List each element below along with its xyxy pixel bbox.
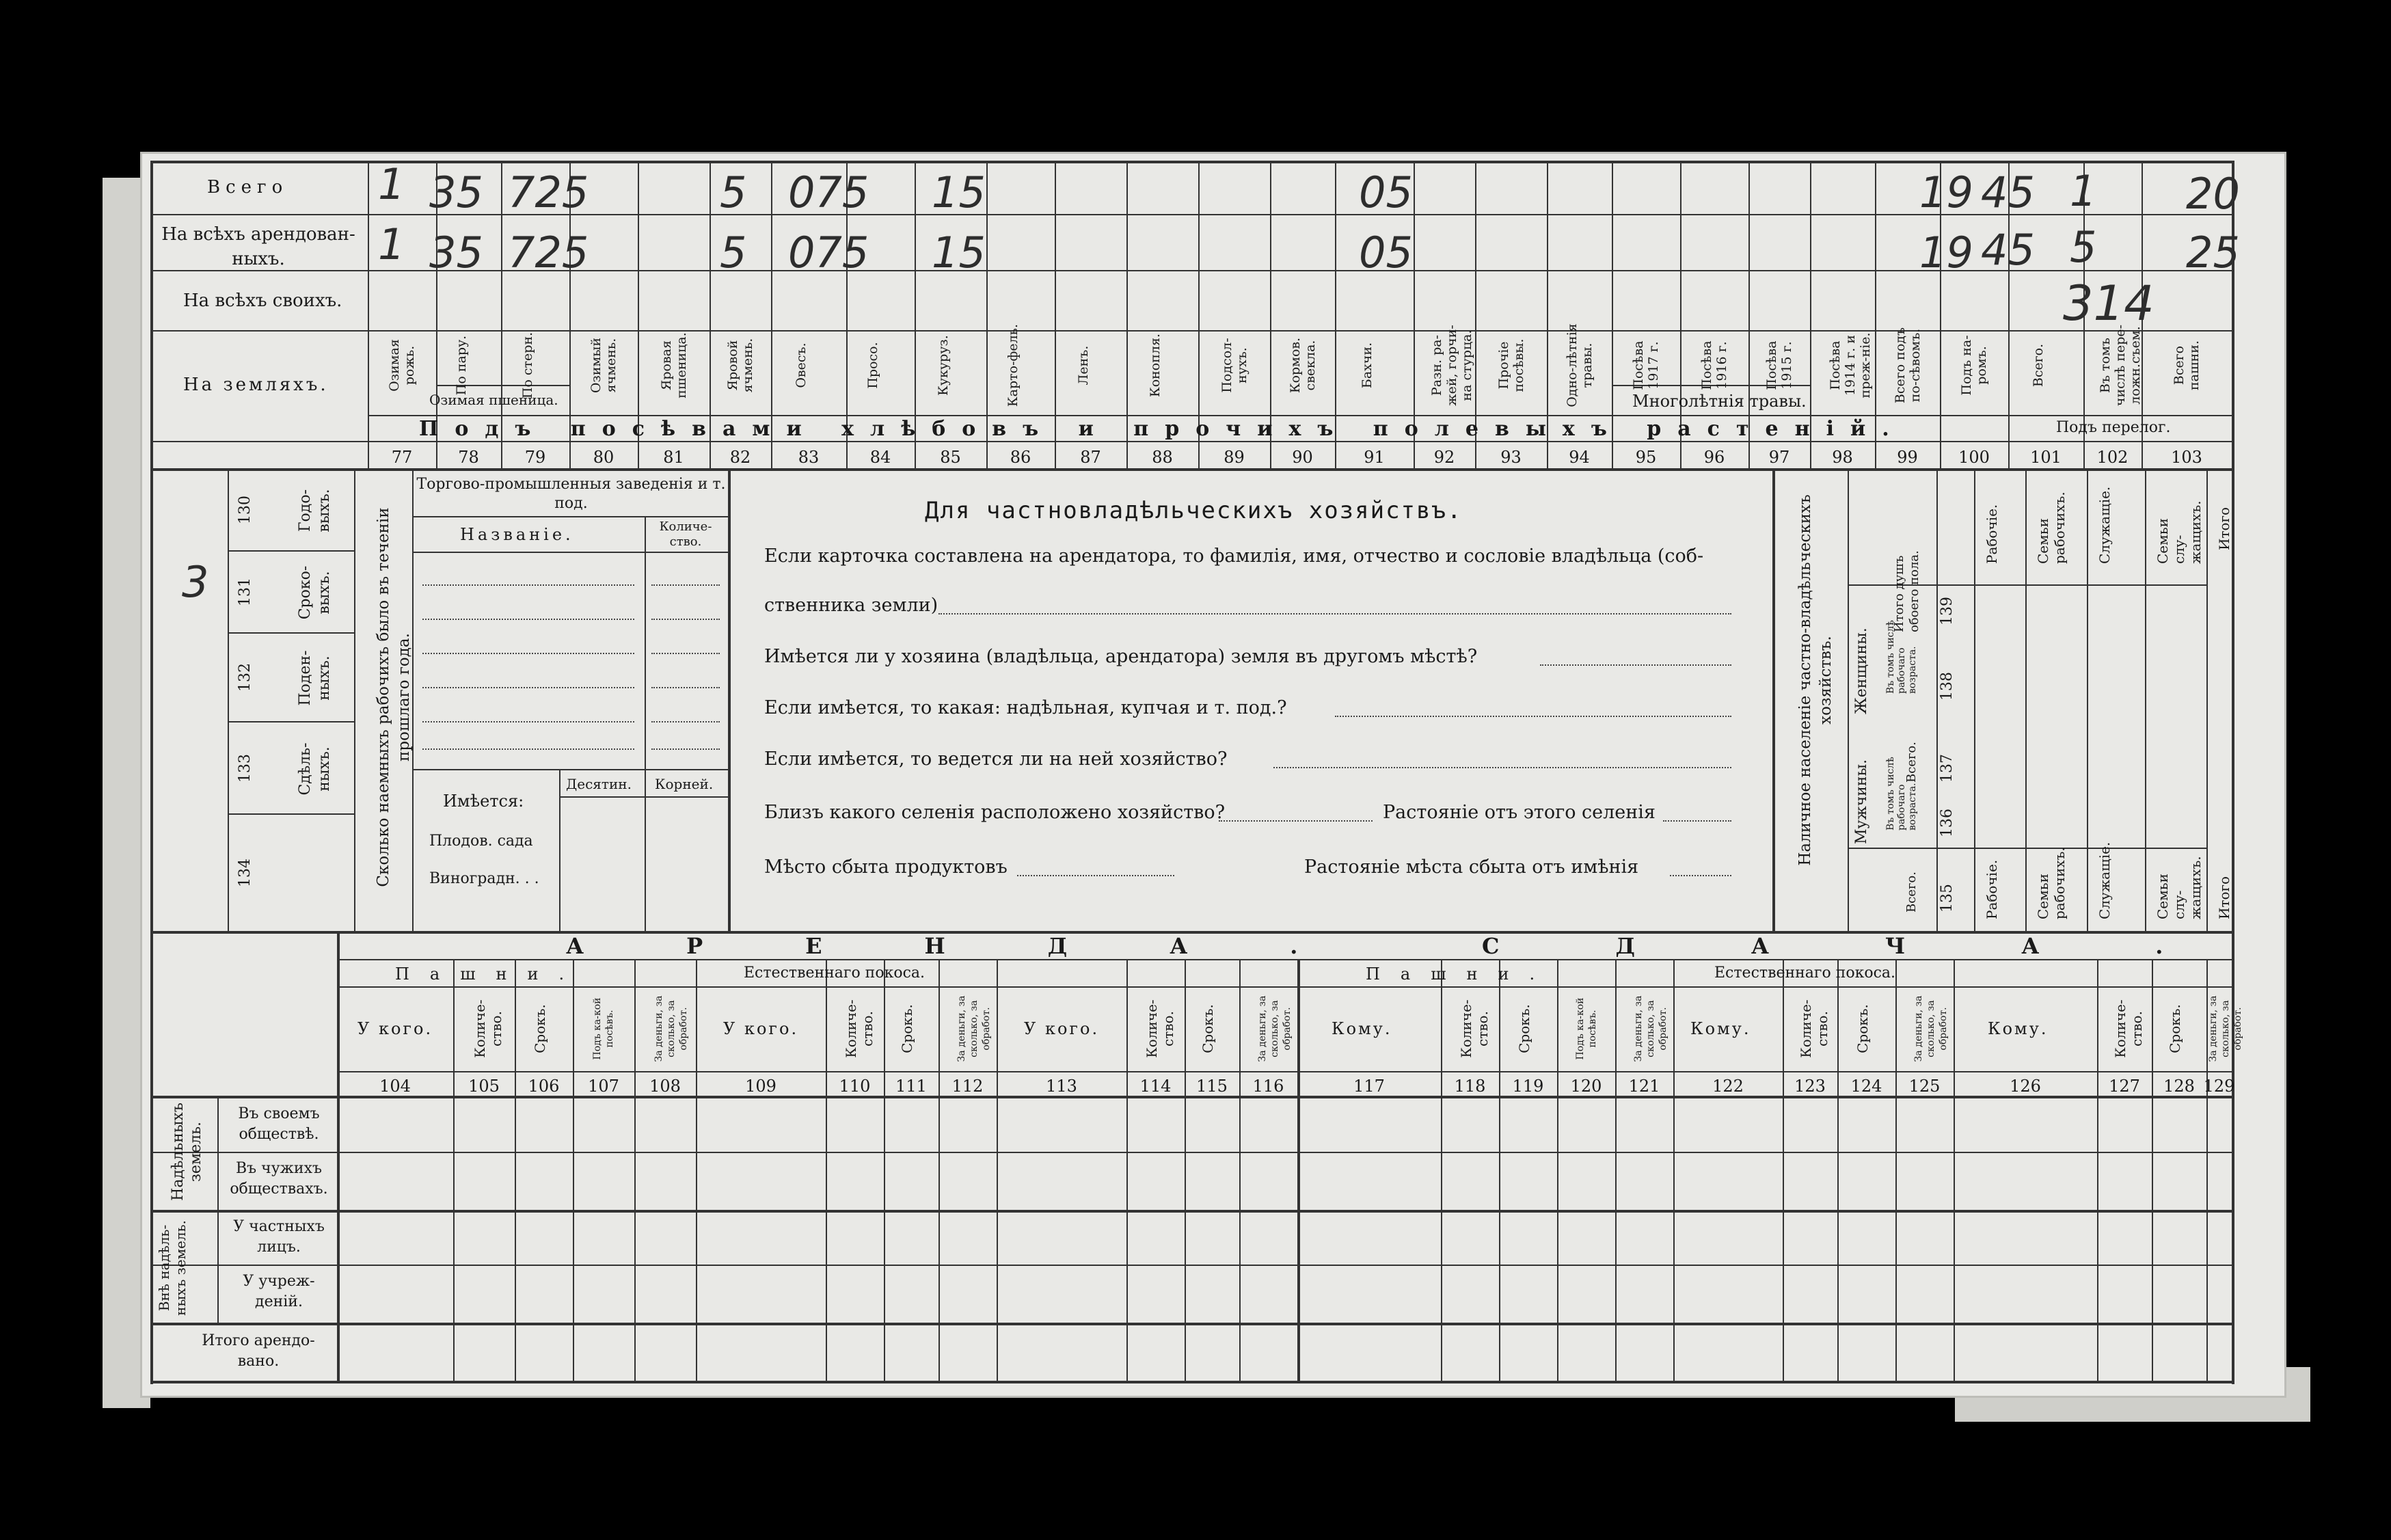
worker-col-num: 133 [237,753,254,783]
q1-line2: ственника земли) [764,595,938,616]
q4: Если имѣется, то ведется ли на ней хозяйство? [764,748,1228,770]
bottom-col-number: 117 [1353,1077,1385,1096]
worker-col-num: 134 [237,859,254,887]
col-number: 101 [2030,448,2062,467]
crop-header: По пару. [453,335,469,396]
imeetsya-label: Имѣется: [443,792,524,811]
bottom-col-header: Кому. [1988,1019,2049,1038]
trade-dotted-row [422,687,634,688]
crop-header: Яровая пшеница. [658,332,689,398]
worker-type-label: Сроко-выхъ. [297,565,333,620]
bottom-col-number: 111 [895,1077,927,1096]
crop-header: Посѣва 1914 г. и преж-нiе. [1827,332,1873,398]
crop-header: Просо. [865,342,880,389]
bottom-col-line [453,959,455,1381]
crop-header: Всего. [2031,343,2046,388]
worker-type-label: Сдѣль-ныхъ. [297,742,333,796]
population-col-header-bottom: Итого [2216,876,2232,919]
col-number: 77 [391,448,413,467]
q3: Если имѣется, то какая: надѣльная, купчая и т. под.? [764,697,1287,718]
row-chastnykh: У частныхъ лицъ. [233,1218,325,1256]
hw-vsego-725: 725 [508,167,589,217]
bottom-col-line [337,959,338,1381]
trade-dotted-row [422,584,634,586]
trade-dotted-row [651,748,720,750]
bottom-col-number: 127 [2109,1077,2140,1096]
worker-col-num: 131 [237,578,254,606]
col-number: 95 [1635,448,1657,467]
trade-dotted-row [651,687,720,688]
hw-arend-15: 15 [932,228,986,278]
pashni-header-sdacha: Пашни. [1366,964,1556,984]
bottom-col-line [1297,959,1300,1381]
hw-vsego-5: 5 [720,167,747,217]
bottom-col-number: 123 [1794,1077,1826,1096]
population-col-header-top: Итого [2216,506,2232,550]
bottom-col-number: 128 [2163,1077,2195,1096]
row-uchrezh: У учреж-денiй. [243,1273,315,1310]
center-title: Для частновладѣльческихъ хозяйствъ. [925,497,1463,524]
bottom-col-line [515,959,516,1381]
bottom-col-number: 105 [468,1077,500,1096]
col-number: 82 [729,448,751,467]
col-number: 80 [593,448,614,467]
row-chuzhikh: Въ чужихъ обществахъ. [230,1160,328,1198]
bottom-col-header: Подъ ка-кой посѣвъ. [1574,997,1598,1060]
population-col-header-top: Служащiе. [2096,486,2113,564]
crop-header: Посѣва 1917 г. [1631,340,1661,390]
pod-perelog: Подъ перелог. [2056,419,2171,436]
bottom-col-number: 116 [1252,1077,1284,1096]
bottom-col-number: 118 [1454,1077,1486,1096]
bottom-col-line [634,959,636,1381]
bottom-col-number: 126 [2010,1077,2041,1096]
crop-header: Бахчи. [1359,342,1375,389]
trade-dotted-row [422,653,634,654]
bottom-col-header: Срокъ. [899,1004,915,1053]
bottom-col-header: За деньги, за сколько, за обработ. [1256,995,1293,1062]
bottom-col-line [573,959,574,1381]
col-number: 94 [1569,448,1590,467]
col-number: 90 [1292,448,1313,467]
population-col-header-top: Семьи рабочихъ. [2035,491,2068,564]
row-label-vsego: Всего [207,177,288,198]
population-col-num: 135 [1939,884,1956,913]
bottom-col-number: 113 [1046,1077,1077,1096]
bottom-col-header: Количе-ство. [1798,999,1831,1058]
col-number: 97 [1768,448,1790,467]
bottom-col-header: За деньги, за сколько, за обработ. [1913,995,1949,1062]
col-number: 93 [1500,448,1522,467]
col-number: 79 [524,448,546,467]
col-number: 78 [458,448,479,467]
trade-dotted-row [422,721,634,722]
bottom-col-number: 125 [1908,1077,1941,1096]
bottom-col-header: Количе-ство. [2112,999,2145,1058]
sady-label: Плодов. сада [429,833,533,850]
bottom-col-number: 107 [588,1077,619,1096]
population-col-header-top: Семьи слу-жащихъ. [2154,500,2204,564]
census-sheet [140,152,2286,1398]
bottom-col-header: Подъ ка-кой посѣвъ. [592,997,615,1060]
trade-dotted-row [651,584,720,586]
crop-header: Всего подъ по-сѣвомъ. [1892,327,1923,404]
population-col-header-bottom: Семьи слу-жащихъ. [2154,856,2204,919]
pod-posevami-banner: Подъ посѣвами хлѣбовъ и прочихъ полевыхъ растенiй. [419,417,1906,441]
korney-header: Корней. [655,776,714,792]
crop-header: Подсол-нухъ. [1219,338,1249,393]
hw-vsego-05: 05 [1359,167,1413,217]
hw-arend-1: 1 [378,219,405,269]
row-svoem: Въ своемъ обществѣ. [238,1105,320,1143]
bottom-col-number: 124 [1850,1077,1882,1096]
population-col-header-bottom: Служащiе. [2096,841,2113,919]
col-number: 100 [1958,448,1990,467]
bottom-col-header: Количе-ство. [1457,999,1491,1058]
col-number: 85 [940,448,961,467]
crop-header: Овесъ. [794,342,809,388]
trade-dotted-row [651,653,720,654]
bottom-col-number: 109 [745,1077,776,1096]
top-col-line [368,161,369,468]
population-col-num: 136 [1939,809,1956,837]
col-number: 86 [1010,448,1031,467]
hw-vsego-15: 15 [932,167,986,217]
trade-title: Торгово-промышленныя заведенiя и т. под. [416,476,726,512]
bottom-col-line [1954,959,1955,1381]
bottom-col-line [1557,959,1558,1381]
bottom-col-header: За деньги, за сколько, за обработ. [956,995,992,1062]
col-number: 88 [1152,448,1173,467]
trade-dotted-row [651,721,720,722]
pokos-header-sdacha: Естественнаго покоса. [1714,964,1896,982]
vinogr-label: Виноградн. . . [429,870,539,887]
bottom-col-header: Срокъ. [1515,1004,1532,1053]
hw-vsego-20: 20 [2186,169,2240,219]
hw-vsego-1b: 1 [2070,166,2097,216]
hw-arend-19: 19 [1919,228,1973,278]
q2: Имѣется ли у хозяина (владѣльца, арендатора) земля въ другомъ мѣстѣ? [764,646,1478,667]
bottom-col-number: 115 [1196,1077,1228,1096]
trade-dotted-row [422,619,634,620]
bottom-col-number: 110 [839,1077,871,1096]
bottom-col-header: Срокъ. [2167,1004,2183,1053]
worker-col-num: 130 [237,496,254,524]
bottom-col-number: 114 [1139,1077,1172,1096]
vsego-label-2: Всего. [1904,872,1919,913]
bottom-col-number: 112 [951,1077,984,1096]
pokos-header-arenda: Естественнаго покоса. [744,964,926,982]
bottom-col-number: 129 [2203,1077,2235,1096]
col-number: 91 [1364,448,1385,467]
col-number: 83 [798,448,820,467]
bottom-col-line [938,959,940,1381]
col-number: 102 [2096,448,2129,467]
workers-side-label: Сколько наемныхъ рабочихъ было въ теченiи прошлаго года. [375,507,413,887]
hw-vsego-35: 35 [429,167,483,217]
ozimaya-pshenica: Озимая пшеница. [429,392,558,408]
bottom-col-number: 106 [528,1077,560,1096]
hw-svoikh-314: 314 [2063,275,2154,332]
crop-header: Всего пашни. [2172,340,2202,391]
population-col-num: 138 [1939,672,1956,701]
crop-header: Кукуруз. [935,335,951,396]
bottom-col-header: Кому. [1690,1019,1751,1038]
mnogoletnie-travy: Многолѣтнiя травы. [1632,392,1807,411]
row-label-na-zemlyakh: На земляхъ. [183,375,329,395]
hw-vsego-1: 1 [378,159,405,209]
bottom-col-header: За деньги, за сколько, за обработ. [2207,995,2243,1062]
crop-header: Одно-лѣтнiя травы. [1564,323,1595,407]
row-label-arend: На всѣхъ арендован-ныхъ. [161,224,355,269]
bottom-col-number: 122 [1712,1077,1744,1096]
hw-left-mark: 3 [182,557,209,607]
bottom-col-header: Срокъ. [531,1004,548,1053]
col-number: 103 [2171,448,2202,467]
bottom-col-header: Количе-ство. [472,999,504,1058]
bottom-col-number: 104 [379,1077,411,1096]
population-col-num: 139 [1939,597,1956,625]
bottom-col-header: Количе-ство. [842,999,876,1058]
q5: Близъ какого селенiя расположено хозяйство? [764,802,1226,823]
bottom-col-header: За деньги, за сколько, за обработ. [653,995,689,1062]
hw-arend-25: 25 [2186,228,2240,278]
bottom-col-line [2152,959,2153,1381]
vsego-label: Всего. [1904,742,1919,783]
crop-header: Карто-фель. [1005,323,1021,407]
hw-arend-45: 45 [1981,225,2035,275]
hw-vsego-075: 075 [788,167,869,217]
bottom-col-number: 108 [649,1077,681,1096]
row-itogo-arend: Итого арендо-вано. [202,1332,315,1370]
bottom-col-line [1441,959,1442,1381]
bottom-col-header: Срокъ. [1200,1004,1216,1053]
worker-col-num: 132 [237,663,254,692]
population-side-label: Наличное населенiе частно-владѣльческихъ хозяйствъ. [1796,494,1835,866]
hw-arend-35: 35 [429,228,483,278]
col-number: 92 [1433,448,1455,467]
col-number: 81 [663,448,684,467]
bottom-col-line [2097,959,2098,1381]
bottom-col-header: Количе-ство. [1143,999,1176,1058]
hw-arend-5b: 5 [2070,222,2097,272]
top-inner-line [2008,415,2142,416]
trade-dotted-row [422,748,634,750]
bottom-col-line [1126,959,1128,1381]
hw-arend-5: 5 [720,228,747,278]
bottom-col-header: У кого. [1024,1019,1100,1038]
v-tom-label: Въ томъ числѣ рабочаго возраста. [1885,620,1918,694]
row-label-svoikh: На всѣхъ своихъ. [183,291,342,311]
bottom-col-line [1673,959,1675,1381]
bottom-col-line [696,959,697,1381]
col-number: 87 [1080,448,1101,467]
bottom-col-header: У кого. [723,1019,799,1038]
hw-arend-725: 725 [508,228,589,278]
bottom-col-line [1895,959,1897,1381]
crop-header: По стерн. [520,332,535,399]
bottom-col-number: 121 [1628,1077,1660,1096]
crop-header: Кормов. свекла. [1287,337,1318,394]
crop-header: Разн. ра-жей, горчи-на стурца. [1429,325,1474,406]
arenda-banner: АРЕНДА. [566,933,1401,959]
bottom-col-line [1615,959,1617,1381]
bottom-col-line [884,959,885,1381]
muzhchiny-label: Мужчины. [1853,759,1870,844]
bottom-col-header: Кому. [1332,1019,1392,1038]
itogo-dush-label: Итого душъ обоего пола. [1892,550,1921,632]
pashni-header-arenda: Пашни. [395,964,585,984]
bottom-col-line [1783,959,1784,1381]
col-number: 84 [869,448,891,467]
vne-nadelnykh-side: Внѣ надѣль-ныхъ земель. [156,1220,189,1316]
crop-header: Ленъ. [1075,345,1091,386]
crop-header: Прочiе посѣвы. [1496,338,1526,392]
bottom-col-header: У кого. [357,1019,433,1038]
col-number: 99 [1897,448,1918,467]
crop-header: Озимая рожь. [387,339,417,392]
bottom-col-number: 120 [1570,1077,1602,1096]
bottom-col-line [1837,959,1839,1381]
q6: Мѣсто сбыта продуктовъ [764,856,1008,878]
q1-line1: Если карточка составлена на арендатора, то фамилiя, имя, отчество и сословiе владѣльца (соб- [764,545,1704,567]
crop-header: Посѣва 1916 г. [1699,340,1729,390]
col-number: 96 [1703,448,1725,467]
population-col-header-bottom: Семьи рабочихъ. [2035,847,2068,919]
bottom-col-line [826,959,827,1381]
population-col-header-top: Рабочiе. [1984,504,2000,564]
crop-header: Въ томъ числѣ пере-ложн.съем. [2097,324,2143,407]
hw-arend-05: 05 [1359,228,1413,278]
bottom-col-header: За деньги, за сколько, за обработ. [1632,995,1669,1062]
crop-header: Посѣва 1915 г. [1764,340,1794,390]
bottom-col-number: 119 [1512,1077,1544,1096]
bottom-col-line [1185,959,1186,1381]
population-col-num: 137 [1939,754,1956,783]
population-col-header-bottom: Рабочiе. [1984,859,2000,919]
hw-vsego-45: 45 [1981,167,2035,217]
bottom-col-line [1499,959,1500,1381]
q5-distance: Растоянiе отъ этого селенiя [1383,802,1656,823]
crop-header: Конопля. [1147,334,1163,398]
v-tom-label-2: Въ томъ числѣ рабочаго возраста. [1885,757,1918,830]
worker-type-label: Поден-ныхъ. [297,650,333,706]
col-number: 89 [1224,448,1245,467]
bottom-col-header: Срокъ. [1854,1004,1871,1053]
col-number: 98 [1832,448,1853,467]
crop-header: Подъ на-ромъ. [1959,335,1989,396]
trade-qty-header: Количе-ство. [659,519,712,549]
nadelnykh-side: Надѣльныхъ земель. [170,1103,204,1201]
hw-vsego-19: 19 [1919,167,1973,217]
sdacha-banner: СДАЧА. [1482,933,2280,959]
worker-type-label: Годо-выхъ. [297,489,333,532]
bottom-col-line [997,959,998,1381]
crop-header: Озимый ячмень. [589,337,619,394]
bottom-col-line [1239,959,1241,1381]
hw-arend-075: 075 [788,228,869,278]
desyatin-header: Десятин. [566,776,632,792]
trade-name-header: Названiе. [460,525,574,544]
trade-dotted-row [651,619,720,620]
zhenshchiny-label: Женщины. [1853,627,1870,714]
crop-header: Яровой ячмень. [725,338,755,393]
q6-distance: Растоянiе мѣста сбыта отъ имѣнiя [1304,856,1639,878]
